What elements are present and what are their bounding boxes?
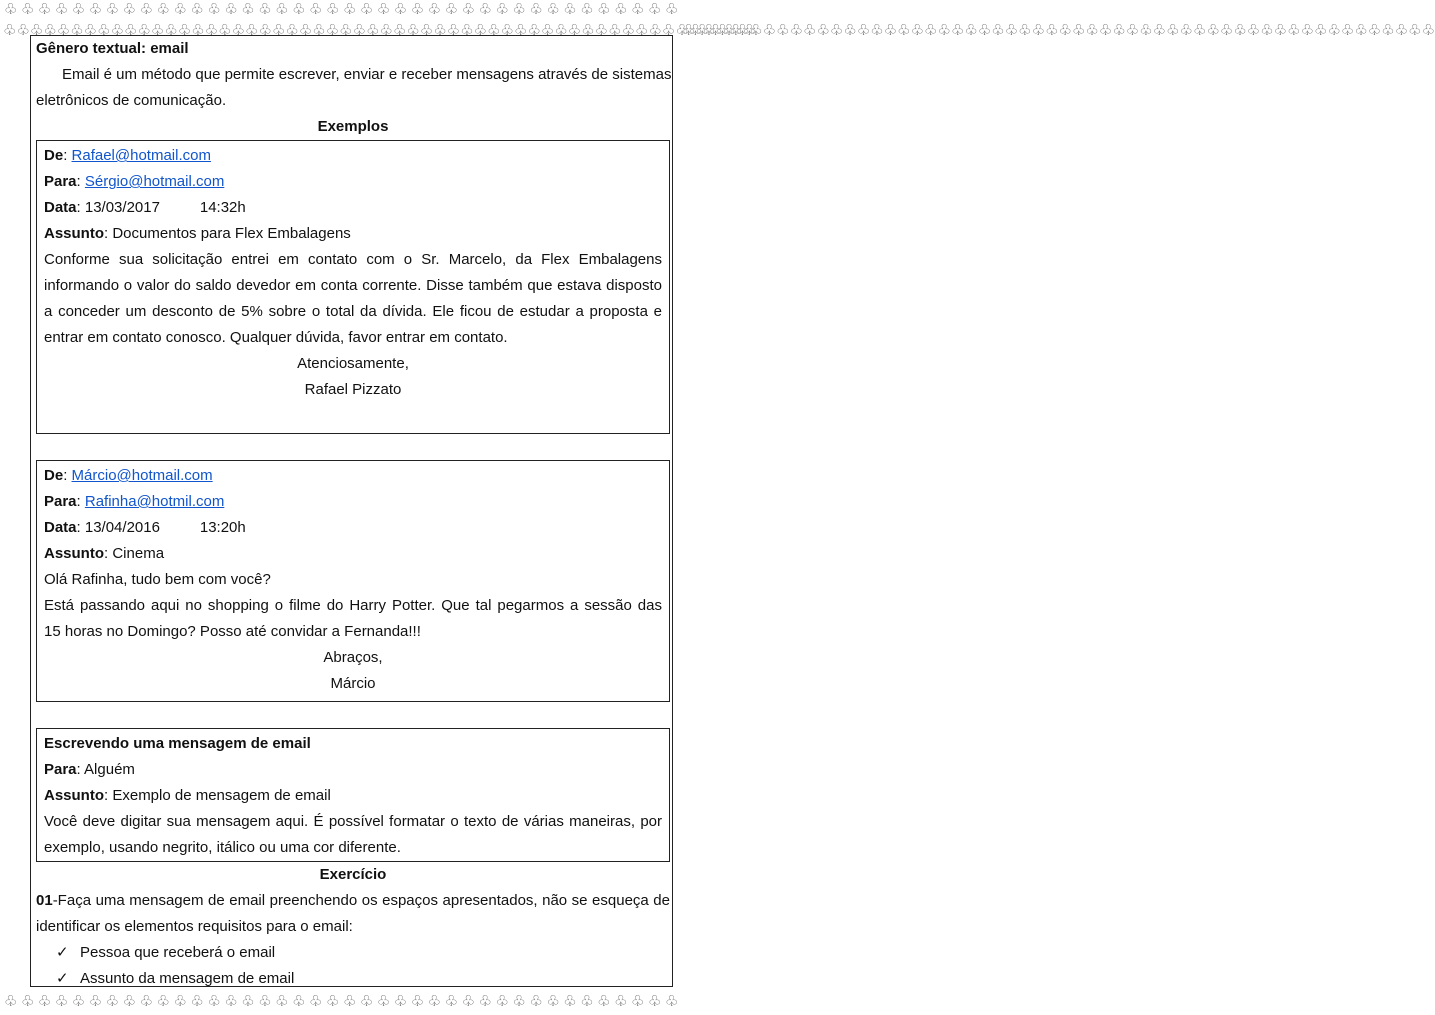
checklist-item: ✓ Pessoa que receberá o email [36, 940, 670, 966]
email1-from-row: De: Rafael@hotmail.com [44, 147, 211, 164]
checkmark-icon: ✓ [56, 970, 69, 987]
email1-body-line: Conforme sua solicitação entrei em contato com o Sr. Marcelo, da Flex Embalagens [44, 251, 662, 268]
exercise-instruction-line-2: identificar os elementos requisitos para o email: [36, 918, 353, 935]
checkmark-icon: ✓ [56, 944, 69, 961]
email2-from-row: De: Márcio@hotmail.com [44, 467, 213, 484]
exercise-heading: Exercício [319, 866, 387, 883]
email-example-1 [36, 140, 670, 434]
email2-from-link[interactable]: Márcio@hotmail.com [71, 467, 213, 484]
email1-body-line: entrar em contato conosco. Qualquer dúvida, favor entrar em contato. [44, 329, 508, 346]
email2-greeting: Olá Rafinha, tudo bem com você? [44, 571, 271, 588]
spacer [36, 434, 670, 460]
email2-closing: Abraços, [323, 649, 383, 666]
checklist-item: ✓ Assunto da mensagem de email [36, 966, 670, 992]
email1-body-line: a conceder um desconto de 5% sobre o total da dívida. Ele ficou de estudar a proposta e [44, 303, 662, 320]
email2-subject-row: Assunto: Cinema [44, 545, 165, 562]
email2-body-line: 15 horas no Domingo? Posso até convidar a Fernanda!!! [44, 623, 421, 640]
writing-title: Escrevendo uma mensagem de email [44, 735, 311, 752]
email2-date-row: Data: 13/04/2016 13:20h [44, 519, 246, 536]
email1-to-row: Para: Sérgio@hotmail.com [44, 173, 225, 190]
email1-from-link[interactable]: Rafael@hotmail.com [71, 147, 211, 164]
spacer [36, 702, 670, 728]
decorative-border-bottom: ♧♧♧♧♧♧♧♧♧♧♧♧♧♧♧♧♧♧♧♧♧♧♧♧♧♧♧♧♧♧♧♧♧♧♧♧♧♧♧♧ [4, 992, 682, 1010]
writing-to-row: Para: Alguém [44, 761, 135, 778]
intro-line-1: Email é um método que permite escrever, enviar e receber mensagens através de sistemas [62, 66, 672, 83]
writing-example-box [36, 728, 670, 862]
intro-line-2: eletrônicos de comunicação. [36, 92, 227, 109]
page-title: Gênero textual: email [36, 40, 189, 57]
email1-body-line: informando o valor do saldo devedor em conta corrente. Disse também que estava disposto [44, 277, 662, 294]
email1-signature: Rafael Pizzato [304, 381, 402, 398]
decorative-border-right: ♧♧♧♧♧♧♧♧♧♧♧♧♧♧♧♧♧♧♧♧♧♧♧♧♧♧♧♧♧♧♧♧♧♧♧♧♧♧♧♧♧♧♧♧♧♧♧♧♧♧♧♧♧♧♧♧ [682, 21, 1435, 39]
examples-heading: Exemplos [317, 118, 389, 135]
email-example-2 [36, 460, 670, 702]
email1-to-link[interactable]: Sérgio@hotmail.com [84, 173, 225, 190]
decorative-border-top: ♧♧♧♧♧♧♧♧♧♧♧♧♧♧♧♧♧♧♧♧♧♧♧♧♧♧♧♧♧♧♧♧♧♧♧♧♧♧♧♧ [4, 0, 682, 18]
email1-subject-row: Assunto: Documentos para Flex Embalagens [44, 225, 351, 242]
decorative-border-left: ♧♧♧♧♧♧♧♧♧♧♧♧♧♧♧♧♧♧♧♧♧♧♧♧♧♧♧♧♧♧♧♧♧♧♧♧♧♧♧♧♧♧♧♧♧♧♧♧♧♧♧♧♧♧♧♧ [3, 21, 757, 39]
email2-body-line: Está passando aqui no shopping o filme do Harry Potter. Que tal pegarmos a sessão das [44, 597, 662, 614]
document-content [36, 36, 670, 992]
writing-body-line: Você deve digitar sua mensagem aqui. É possível formatar o texto de várias maneiras, por [44, 813, 662, 830]
email1-closing: Atenciosamente, [297, 355, 409, 372]
email1-date-row: Data: 13/03/2017 14:32h [44, 199, 246, 216]
email2-signature: Márcio [330, 675, 376, 692]
writing-subject-row: Assunto: Exemplo de mensagem de email [44, 787, 331, 804]
exercise-instruction-line-1: 01-Faça uma mensagem de email preenchendo os espaços apresentados, não se esqueça de [36, 892, 670, 909]
email2-to-link[interactable]: Rafinha@hotmil.com [84, 493, 225, 510]
email2-to-row: Para: Rafinha@hotmil.com [44, 493, 225, 510]
writing-body-line: exemplo, usando negrito, itálico ou uma cor diferente. [44, 839, 401, 856]
